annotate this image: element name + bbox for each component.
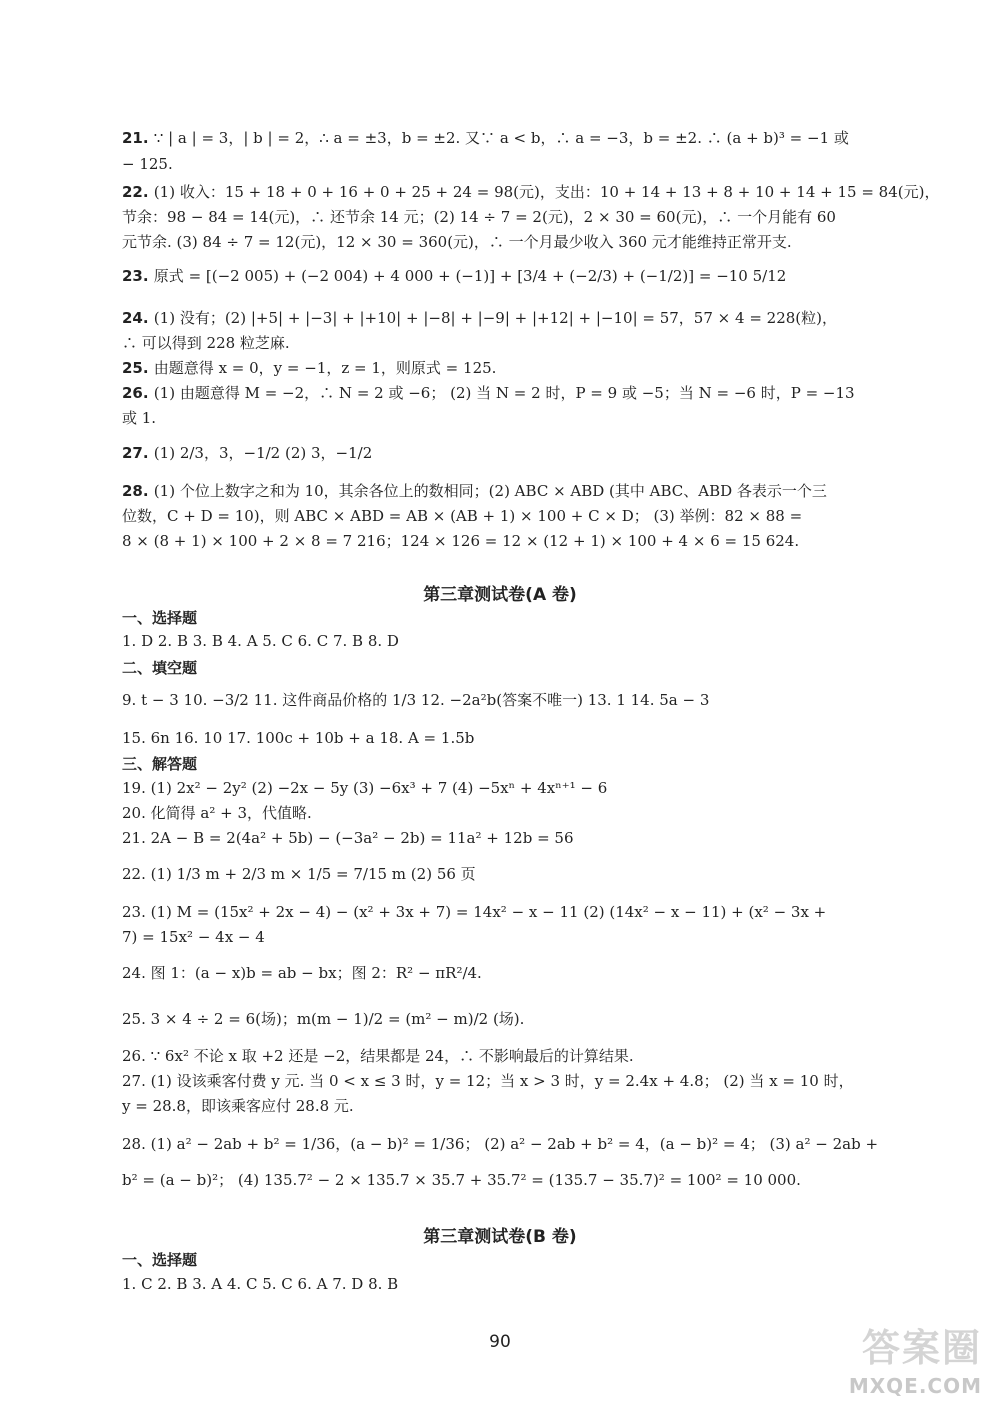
answer-23 [122, 266, 786, 286]
answer-number: 24. [122, 309, 154, 327]
answer-21-line2: − 125. [122, 155, 173, 173]
section-a-answer-27-line2: y = 28.8，即该乘客应付 28.8 元. [122, 1097, 354, 1115]
section-a-fill-line1: 9. t − 3 10. −3/2 11. 这件商品价格的 1/3 12. −2a²b(答案不唯一) 13. 1 14. 5a − 3 [122, 691, 710, 709]
section-a-fill-line2: 15. 6n 16. 10 17. 100c + 10b + a 18. A = 1.5b [122, 729, 475, 747]
answer-22-line3: 元节余. (3) 84 ÷ 7 = 12(元)，12 × 30 = 360(元)，∴ 一个月最少收入 360 元才能维持正常开支. [122, 233, 792, 251]
answer-text: ∵ | a | = 3，| b | = 2，∴ a = ±3，b = ±2. 又∵ a < b，∴ a = −3，b = ±2. ∴ (a + b)³ = −1 或 [153, 129, 849, 147]
section-a-answer-26: 26. ∵ 6x² 不论 x 取 +2 还是 −2，结果都是 24，∴ 不影响最后的计算结果. [122, 1047, 634, 1065]
section-a-answer-23-line2: 7) = 15x² − 4x − 4 [122, 928, 265, 946]
answer-28-line2: 位数，C + D = 10)，则 ABC × ABD = AB × (AB + 1) × 100 + C × D； (3) 举例：82 × 88 = [122, 507, 803, 525]
answer-22-line2: 节余：98 − 84 = 14(元)，∴ 还节余 14 元；(2) 14 ÷ 7 = 2(元)，2 × 30 = 60(元)，∴ 一个月能有 60 [122, 208, 836, 226]
section-a-choice-heading: 一、选择题 [122, 609, 198, 627]
answer-number: 23. [122, 267, 154, 285]
answer-27 [122, 443, 372, 463]
answer-text: 由题意得 x = 0，y = −1，z = 1，则原式 = 125. [153, 359, 497, 377]
answer-number: 27. [122, 444, 154, 462]
section-b-choice-heading: 一、选择题 [122, 1251, 198, 1269]
answer-26-line2: 或 1. [122, 409, 157, 427]
section-a-answer-27-line1: 27. (1) 设该乘客付费 y 元. 当 0 < x ≤ 3 时，y = 12；当 x > 3 时，y = 2.4x + 4.8； (2) 当 x = 10 时， [122, 1072, 854, 1090]
answer-number: 26. [122, 384, 154, 402]
answer-text: (1) 收入：15 + 18 + 0 + 16 + 0 + 25 + 24 = 98(元)，支出：10 + 14 + 13 + 8 + 10 + 14 + 15 = 84(元)， [153, 183, 940, 201]
answer-number: 22. [122, 183, 154, 201]
section-a-answer-24: 24. 图 1：(a − x)b = ab − bx；图 2：R² − πR²/4. [122, 964, 482, 982]
answer-number: 21. [122, 129, 154, 147]
section-a-fill-heading: 二、填空题 [122, 659, 198, 677]
section-a-answer-20: 20. 化简得 a² + 3，代值略. [122, 804, 312, 822]
section-a-answer-28-line2: b² = (a − b)²； (4) 135.7² − 2 × 135.7 × 35.7 + 35.7² = (135.7 − 35.7)² = 100² = 10 000. [122, 1171, 801, 1189]
answer-text: (1) 由题意得 M = −2，∴ N = 2 或 −6； (2) 当 N = 2 时，P = 9 或 −5；当 N = −6 时，P = −13 [153, 384, 855, 402]
answer-28-line1 [122, 481, 827, 501]
section-b-title: 第三章测试卷(B 卷) [423, 1227, 577, 1247]
section-a-answer-21: 21. 2A − B = 2(4a² + 5b) − (−3a² − 2b) = 11a² + 12b = 56 [122, 829, 574, 847]
section-a-answer-23-line1: 23. (1) M = (15x² + 2x − 4) − (x² + 3x + 7) = 14x² − x − 11 (2) (14x² − x − 11) + (x² − 3x + [122, 903, 827, 921]
watermark-logo: 答案圈 [861, 1326, 982, 1370]
answer-text: 原式 = [(−2 005) + (−2 004) + 4 000 + (−1)] + [3/4 + (−2/3) + (−1/2)] = −10 5/12 [153, 267, 787, 285]
answer-21-line1 [122, 128, 849, 148]
section-a-title: 第三章测试卷(A 卷) [423, 585, 577, 605]
answer-number: 28. [122, 482, 154, 500]
section-a-answer-22: 22. (1) 1/3 m + 2/3 m × 1/5 = 7/15 m (2) 56 页 [122, 865, 476, 883]
answer-number: 25. [122, 359, 154, 377]
page-number: 90 [489, 1332, 511, 1352]
answer-25 [122, 358, 496, 378]
answer-24-line2: ∴ 可以得到 228 粒芝麻. [122, 334, 290, 352]
answer-22-line1 [122, 182, 939, 202]
section-a-answer-19: 19. (1) 2x² − 2y² (2) −2x − 5y (3) −6x³ + 7 (4) −5xⁿ + 4xⁿ⁺¹ − 6 [122, 779, 608, 797]
answer-text: (1) 2/3，3，−1/2 (2) 3，−1/2 [153, 444, 373, 462]
section-a-solve-heading: 三、解答题 [122, 755, 198, 773]
section-b-choice-answers: 1. C 2. B 3. A 4. C 5. C 6. A 7. D 8. B [122, 1275, 399, 1293]
section-a-answer-25: 25. 3 × 4 ÷ 2 = 6(场)；m(m − 1)/2 = (m² − m)/2 (场). [122, 1010, 525, 1028]
section-a-answer-28-line1: 28. (1) a² − 2ab + b² = 1/36，(a − b)² = 1/36； (2) a² − 2ab + b² = 4，(a − b)² = 4； (3) a² − 2ab + [122, 1135, 879, 1153]
answer-28-line3: 8 × (8 + 1) × 100 + 2 × 8 = 7 216；124 × 126 = 12 × (12 + 1) × 100 + 4 × 6 = 15 624. [122, 532, 800, 550]
answer-24-line1 [122, 308, 837, 328]
answer-26-line1 [122, 383, 855, 403]
answer-text: (1) 没有；(2) |+5| + |−3| + |+10| + |−8| + |−9| + |+12| + |−10| = 57，57 × 4 = 228(粒)， [153, 309, 837, 327]
answer-text: (1) 个位上数字之和为 10，其余各位上的数相同；(2) ABC × ABD (其中 ABC、ABD 各表示一个三 [153, 482, 827, 500]
watermark-site: MXQE.COM [848, 1374, 982, 1398]
section-a-choice-answers: 1. D 2. B 3. B 4. A 5. C 6. C 7. B 8. D [122, 632, 399, 650]
